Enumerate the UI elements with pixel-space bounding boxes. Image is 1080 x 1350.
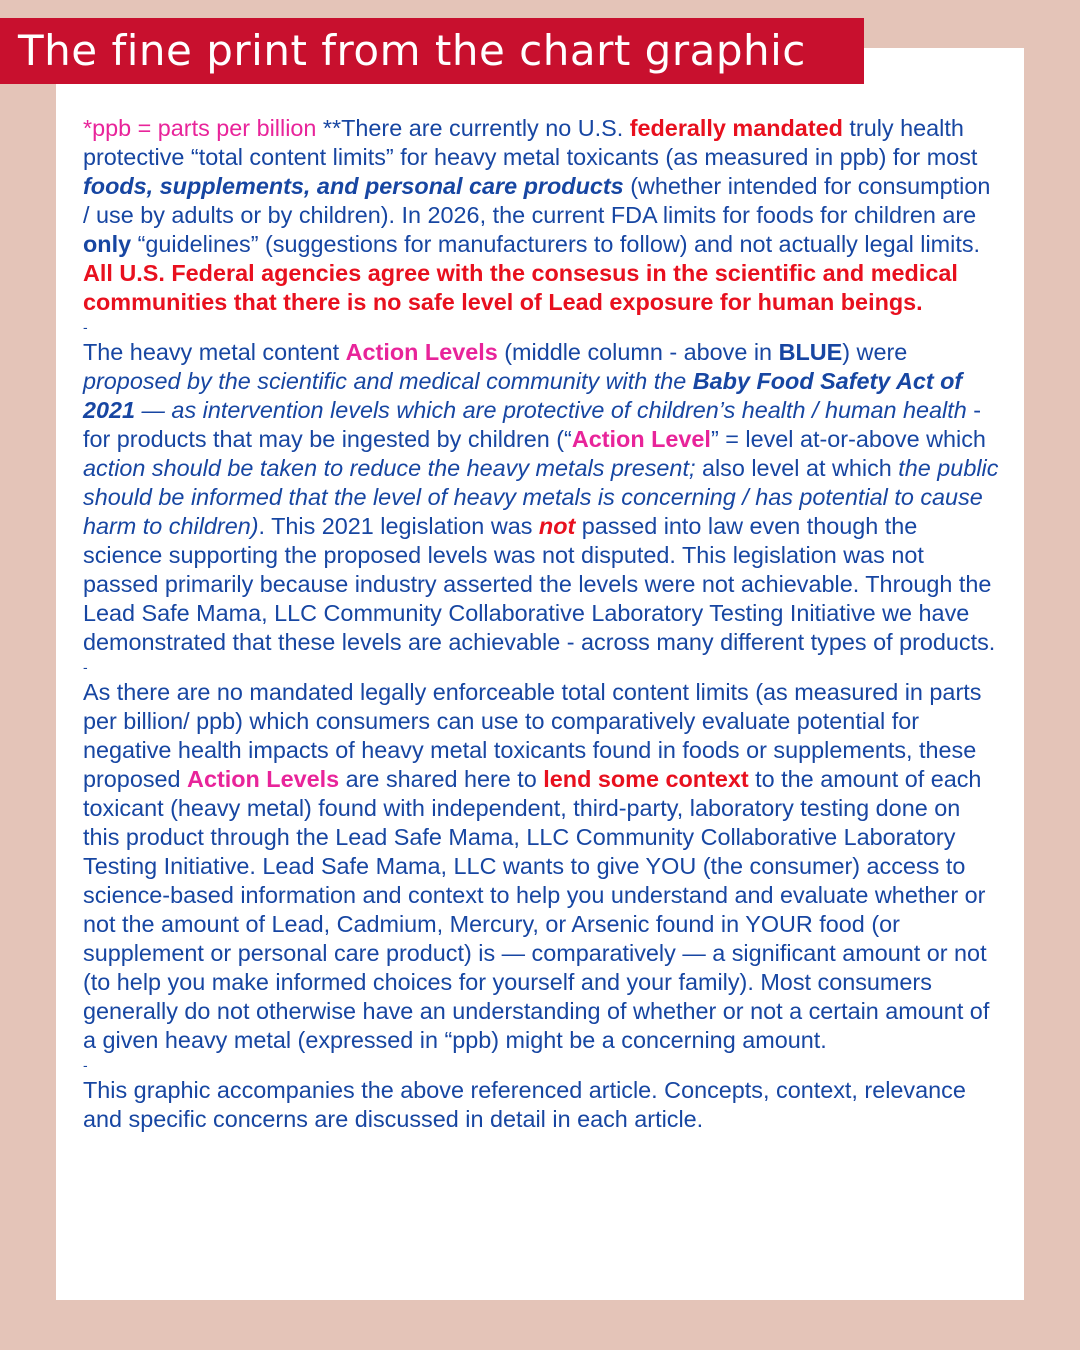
text-span: The heavy metal content <box>83 339 346 365</box>
highlight-federally-mandated: federally mandated <box>629 115 843 141</box>
separator-dash: - <box>83 659 88 675</box>
text-span: passed into law even though the science supporting the proposed levels was not disputed. This legislation was not passed primarily because industry asserted the levels were not achievable. Through the Lead Safe Mama, LLC Community Collaborative Laboratory Testing Initiative we have demonstrated that these levels are achievable - across many different types of products. <box>83 513 996 655</box>
fine-print-body <box>83 114 1003 1134</box>
text-span: to the amount of each toxicant (heavy metal) found with independent, third-party, laboratory testing done on this product through the Lead Safe Mama, LLC Community Collaborative Laboratory Testing Initiative. Lead Safe Mama, LLC wants to give YOU (the consumer) access to science-based information and context to help you understand and evaluate whether or not the amount of Lead, Cadmium, Mercury, or Arsenic found in YOUR food (or supplement or personal care product) is — comparatively — a significant amount or not (to help you make informed choices for yourself and your family). Most consumers generally do not otherwise have an understanding of whether or not a certain amount of a given heavy metal (expressed in “ppb) might be a concerning amount. <box>83 766 990 1053</box>
text-span: are shared here to <box>339 766 544 792</box>
text-span: also level at which <box>695 455 899 481</box>
highlight-lend-some-context: lend some context <box>543 766 749 792</box>
text-span: the public should be informed that the level of heavy metals is concerning / has potential to cause harm to children) <box>83 455 999 539</box>
separator-dash: - <box>83 1057 88 1073</box>
text-span: (middle column - above in <box>497 339 779 365</box>
text-span: proposed by the scientific and medical community with the <box>83 368 693 394</box>
text-span: **There are currently no U.S. <box>316 115 630 141</box>
text-span: As there are no mandated legally enforceable total content limits (as measured in parts per billion/ ppb) which consumers can use to comparatively evaluate potential for negative health impacts of heavy metal toxicants found in foods or supplements, these proposed <box>83 679 982 792</box>
highlight-only: only <box>83 231 132 257</box>
text-span: action should be taken to reduce the heavy metals present; <box>83 455 696 481</box>
highlight-products: foods, supplements, and personal care products <box>83 173 624 199</box>
paragraph-context <box>83 678 1003 1055</box>
text-span: — as intervention levels which are protective of children’s health / human health <box>135 397 967 423</box>
text-span: truly health protective “total content limits” for heavy metal toxicants (as measured in ppb) for most <box>83 115 978 170</box>
highlight-not: not <box>538 513 576 539</box>
text-span: - for products that may be ingested by children (“ <box>83 397 982 452</box>
paragraph-ppb-limits <box>83 114 1003 317</box>
highlight-action-levels: Action Levels <box>187 766 340 792</box>
text-span: ) were <box>842 339 908 365</box>
text-span: (whether intended for consumption / use by adults or by children). In 2026, the current FDA limits for foods for children are <box>83 173 991 228</box>
text-span: “guidelines” (suggestions for manufacturers to follow) and not actually legal limits. <box>131 231 981 257</box>
separator-dash: - <box>83 319 88 335</box>
text-span: . This 2021 legislation was <box>258 513 539 539</box>
highlight-baby-food-safety-act: Baby Food Safety Act of 2021 <box>83 368 963 423</box>
highlight-blue: BLUE <box>778 339 843 365</box>
highlight-action-level: Action Level <box>571 426 711 452</box>
page-title: The fine print from the chart graphic <box>18 26 806 75</box>
ppb-definition: *ppb = parts per billion <box>83 115 317 141</box>
paragraph-action-levels <box>83 338 1003 657</box>
highlight-no-safe-lead: All U.S. Federal agencies agree with the consesus in the scientific and medical communities that there is no safe level of Lead exposure for human beings. <box>83 260 958 315</box>
paragraph-article-note: This graphic accompanies the above referenced article. Concepts, context, relevance and specific concerns are discussed in detail in each article. <box>83 1077 966 1132</box>
text-span: ” = level at-or-above which <box>710 426 986 452</box>
highlight-action-levels: Action Levels <box>345 339 498 365</box>
title-banner <box>0 18 864 84</box>
